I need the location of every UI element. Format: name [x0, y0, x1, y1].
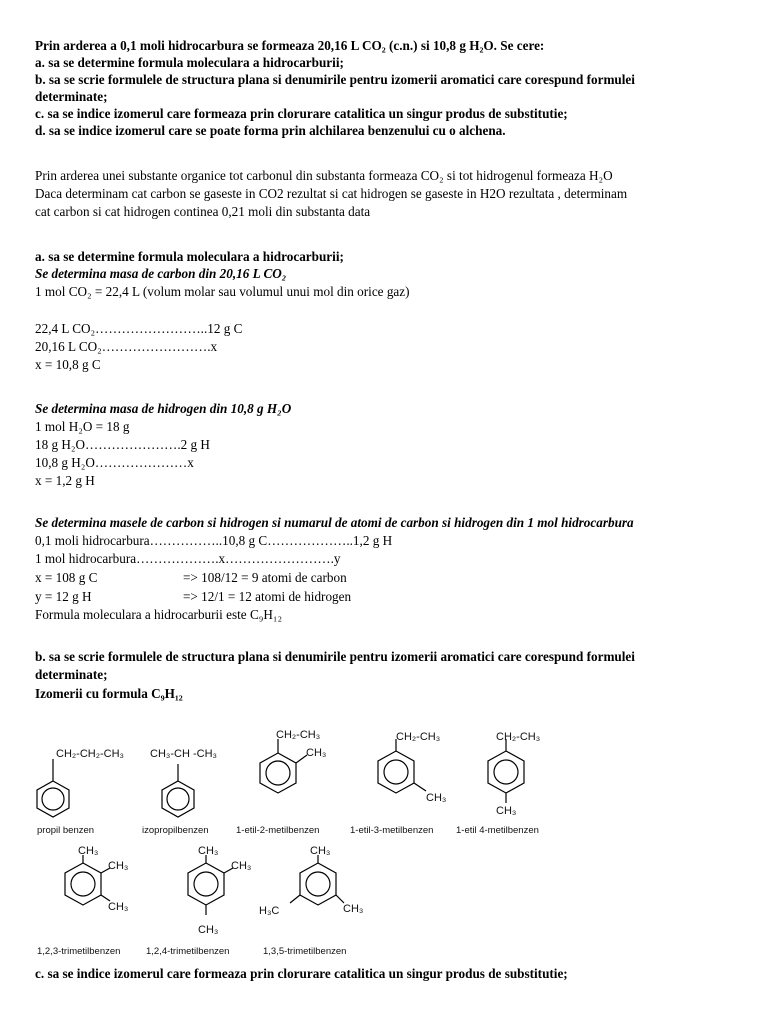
group-label: CH₃ [310, 845, 331, 857]
calc-line: 0,1 moli hidrocarbura……………..10,8 g C………………..1,2 g H [35, 533, 393, 548]
structure-propylbenzene [37, 759, 69, 817]
part-b-title-cont: determinate; [35, 667, 108, 682]
calc-line: x = 1,2 g H [35, 473, 95, 488]
calc-line: => 108/12 = 9 atomi de carbon [183, 570, 347, 585]
structure-1-2-3-trimethylbenzene [65, 855, 110, 905]
group-label: CH₃-CH -CH₃ [150, 748, 218, 760]
group-label: CH₃ [231, 860, 252, 872]
group-label: CH₃ [496, 805, 517, 817]
calc-line: y = 12 g H [35, 589, 92, 604]
question-d: d. sa se indice izomerul care se poate forma prin alchilarea benzenului cu o alchena. [35, 123, 506, 138]
isomer-name: 1,2,4-trimetilbenzen [146, 946, 230, 957]
group-label: CH₃ [78, 845, 99, 857]
group-label: CH₃ [108, 901, 129, 913]
calc-line: 18 g H₂O………………….2 g H [35, 437, 210, 452]
isomer-name: 1-etil 4-metilbenzen [456, 825, 539, 836]
group-label: CH₃ [198, 924, 219, 936]
group-label: CH₃ [198, 845, 219, 857]
problem-statement: Prin arderea a 0,1 moli hidrocarbura se formeaza 20,16 L CO₂ (c.n.) si 10,8 g H₂O. Se cere: [35, 38, 545, 53]
subheading-hydrogen: Se determina masa de hidrogen din 10,8 g H₂O [35, 401, 292, 416]
structure-1-ethyl-4-methylbenzene [488, 739, 524, 803]
question-b: b. sa se scrie formulele de structura plana si denumirile pentru izomerii aromatici care corespund formulei [35, 72, 635, 87]
group-label: CH₂-CH₃ [396, 731, 441, 743]
explanation-line: Prin arderea unei substante organice tot carbonul din substanta formeaza CO₂ si tot hidrogenul formeaza H₂O [35, 168, 613, 183]
structure-1-3-5-trimethylbenzene [290, 855, 344, 905]
calc-line: 10,8 g H₂O…………………x [35, 455, 194, 470]
question-b-cont: determinate; [35, 89, 108, 104]
group-label: CH₃ [108, 860, 129, 872]
group-label: CH₃ [343, 903, 364, 915]
isomer-name: 1-etil-3-metilbenzen [350, 825, 434, 836]
calc-line: 1 mol H₂O = 18 g [35, 419, 130, 434]
explanation-line: cat carbon si cat hidrogen continea 0,21 moli din substanta data [35, 204, 371, 219]
group-label: CH₂-CH₂-CH₃ [56, 748, 125, 760]
calc-line: x = 108 g C [35, 570, 98, 585]
calc-line: 22,4 L CO₂……………………..12 g C [35, 321, 243, 336]
isomer-name: 1,2,3-trimetilbenzen [37, 946, 121, 957]
molecular-formula: Formula moleculara a hidrocarburii este C₉H₁₂ [35, 607, 283, 622]
group-label: CH₂-CH₃ [276, 729, 321, 741]
isomer-name: izopropilbenzen [142, 825, 209, 836]
part-b-title: b. sa se scrie formulele de structura plana si denumirile pentru izomerii aromatici care corespund formulei [35, 649, 635, 664]
group-label: CH₃ [306, 747, 327, 759]
isomer-name: 1,3,5-trimetilbenzen [263, 946, 347, 957]
explanation-line: Daca determinam cat carbon se gaseste in CO2 rezultat si cat hidrogen se gaseste in H2O rezultata , determinam [35, 186, 628, 201]
subheading-carbon: Se determina masa de carbon din 20,16 L CO₂ [35, 266, 287, 281]
isomer-name: propil benzen [37, 825, 95, 836]
structure-1-ethyl-2-methylbenzene [260, 739, 307, 793]
isomer-name: 1-etil-2-metilbenzen [236, 825, 320, 836]
group-label: H₃C [259, 905, 280, 917]
structure-1-2-4-trimethylbenzene [188, 855, 233, 915]
group-label: CH₂-CH₃ [496, 731, 541, 743]
part-a-title: a. sa se determine formula moleculara a hidrocarburii; [35, 249, 344, 264]
subheading-moles: Se determina masele de carbon si hidrogen si numarul de atomi de carbon si hidrogen din 1 mol hidrocarbura [35, 515, 634, 530]
calc-line: 1 mol CO₂ = 22,4 L (volum molar sau volumul unui mol din orice gaz) [35, 284, 410, 299]
structure-1-ethyl-3-methylbenzene [378, 739, 426, 793]
group-label: CH₃ [426, 792, 447, 804]
calc-line: x = 10,8 g C [35, 357, 101, 372]
isomers-heading: Izomerii cu formula C₉H₁₂ [35, 686, 183, 701]
calc-line: 1 mol hidrocarbura……………….x…………………….y [35, 551, 341, 566]
calc-line: 20,16 L CO₂…………………….x [35, 339, 218, 354]
structure-isopropylbenzene [162, 764, 194, 817]
calc-line: => 12/1 = 12 atomi de hidrogen [183, 589, 352, 604]
question-a: a. sa se determine formula moleculara a hidrocarburii; [35, 55, 344, 70]
question-c: c. sa se indice izomerul care formeaza prin clorurare catalitica un singur produs de substitutie; [35, 106, 568, 121]
part-c-title: c. sa se indice izomerul care formeaza prin clorurare catalitica un singur produs de substitutie; [35, 966, 568, 981]
